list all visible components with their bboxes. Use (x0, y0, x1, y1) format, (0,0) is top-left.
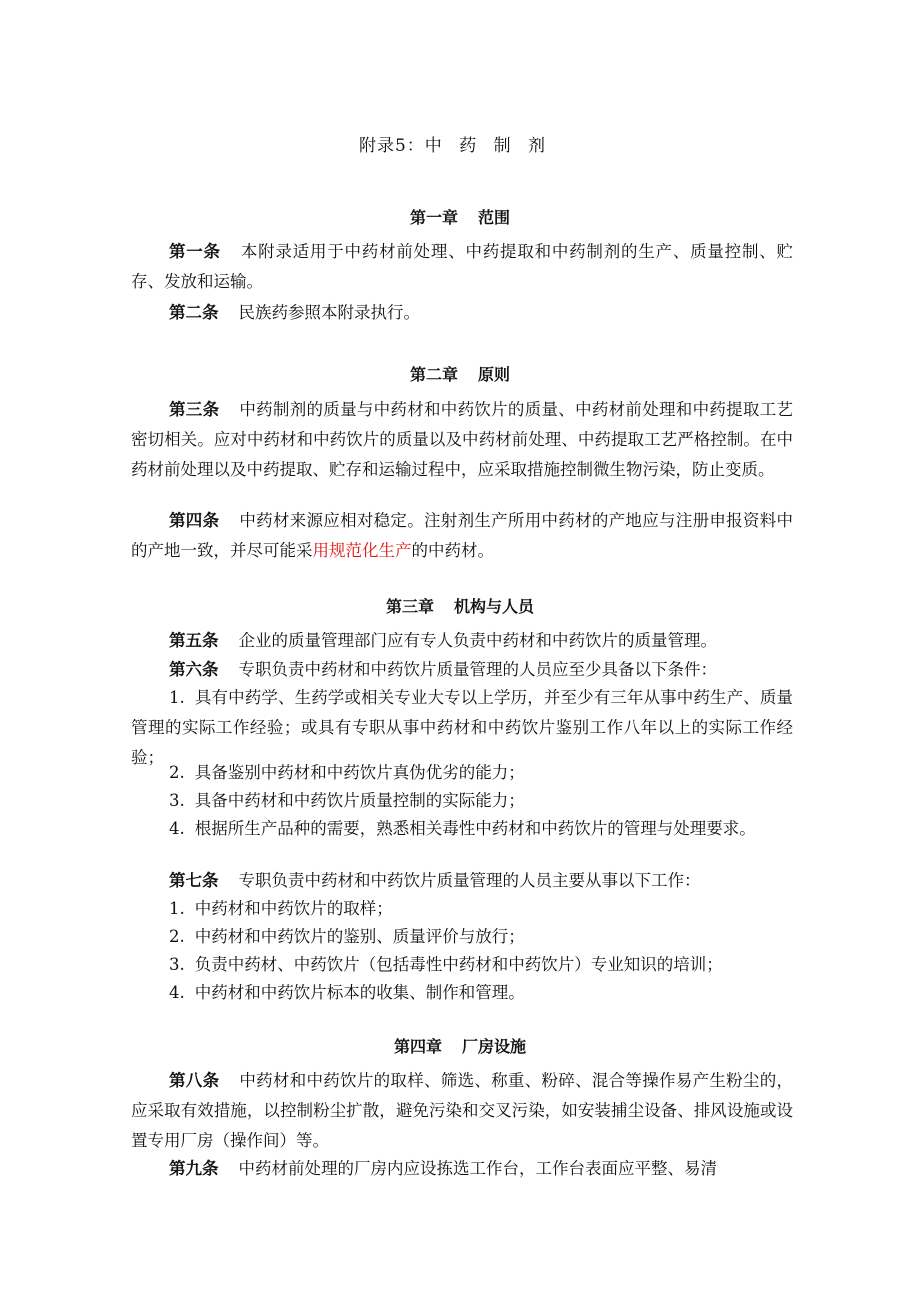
title-name: 中 药 制 剂 (424, 136, 552, 156)
article-8 (131, 1066, 793, 1156)
item-number: 2. (169, 763, 185, 782)
article-text: 中药材来源应相对稳定。注射剂生产所用中药材的产地应与注册申报资料中的产地一致，并尽可能采 (131, 511, 794, 560)
item-text: 具备鉴别中药材和中药饮片真伪优劣的能力； (194, 763, 525, 782)
item-text: 具有中药学、生药学或相关专业大专以上学历，并至少有三年从事中药生产、质量管理的实际工作经验；或具有专职从事中药材和中药饮片鉴别工作八年以上的实际工作经验； (131, 688, 793, 767)
article-label: 第八条 (169, 1071, 220, 1090)
chapter-name: 范围 (478, 208, 511, 227)
chapter-name: 机构与人员 (454, 597, 535, 616)
chapter-label: 第一章 (409, 208, 458, 227)
list-item (131, 814, 793, 844)
article-text: 中药材和中药饮片的取样、筛选、称重、粉碎、混合等操作易产生粉尘的，应采取有效措施，以控制粉尘扩散，避免污染和交叉污染，如安装捕尘设备、排风设施或设置专用厂房（操作间）等。 (131, 1071, 794, 1150)
item-number: 2. (169, 927, 185, 946)
article-text: 企业的质量管理部门应有专人负责中药材和中药饮片的质量管理。 (238, 631, 717, 650)
article-7 (131, 866, 793, 896)
article-text: 民族药参照本附录执行。 (238, 303, 420, 322)
chapter-heading-4 (0, 1034, 920, 1057)
article-6 (131, 655, 793, 685)
item-text: 中药材和中药饮片的取样； (194, 899, 393, 918)
item-number: 3. (169, 955, 185, 974)
item-number: 4. (169, 819, 185, 838)
article-4 (131, 506, 793, 566)
list-item (131, 950, 793, 980)
article-label: 第五条 (169, 631, 219, 650)
article-label: 第一条 (169, 242, 221, 261)
article-text-end: 的中药材。 (411, 541, 494, 560)
highlighted-text: 用规范化生产 (312, 541, 412, 560)
item-text: 中药材和中药饮片标本的收集、制作和管理。 (194, 983, 525, 1002)
article-1 (131, 237, 793, 297)
chapter-name: 原则 (478, 365, 511, 384)
item-number: 1. (169, 688, 185, 707)
article-2 (131, 298, 793, 328)
article-label: 第六条 (169, 660, 219, 679)
list-item (131, 758, 793, 788)
item-text: 具备中药材和中药饮片质量控制的实际能力； (194, 791, 525, 810)
item-number: 4. (169, 983, 185, 1002)
article-text: 本附录适用于中药材前处理、中药提取和中药制剂的生产、质量控制、贮存、发放和运输。 (131, 242, 794, 291)
chapter-label: 第四章 (393, 1037, 442, 1056)
list-item (131, 922, 793, 952)
article-label: 第二条 (169, 303, 219, 322)
item-text: 负责中药材、中药饮片（包括毒性中药材和中药饮片）专业知识的培训； (194, 955, 723, 974)
article-text: 中药材前处理的厂房内应设拣选工作台，工作台表面应平整、易清 (238, 1159, 717, 1178)
list-item (131, 786, 793, 816)
chapter-heading-2 (0, 362, 920, 385)
list-item (131, 978, 793, 1008)
title-prefix: 附录5： (358, 136, 425, 156)
article-9 (131, 1154, 793, 1184)
article-5 (131, 626, 793, 656)
chapter-label: 第三章 (385, 597, 434, 616)
item-number: 1. (169, 899, 185, 918)
article-label: 第三条 (169, 400, 220, 419)
list-item (131, 894, 793, 924)
article-label: 第七条 (169, 871, 219, 890)
item-text: 根据所生产品种的需要，熟悉相关毒性中药材和中药饮片的管理与处理要求。 (194, 819, 756, 838)
article-text: 专职负责中药材和中药饮片质量管理的人员应至少具备以下条件： (238, 660, 717, 679)
chapter-name: 厂房设施 (462, 1037, 527, 1056)
chapter-heading-3 (0, 594, 920, 617)
chapter-label: 第二章 (409, 365, 458, 384)
item-text: 中药材和中药饮片的鉴别、质量评价与放行； (194, 927, 525, 946)
article-text: 专职负责中药材和中药饮片质量管理的人员主要从事以下工作： (238, 871, 701, 890)
article-3 (131, 395, 793, 485)
page-title (0, 131, 910, 156)
article-text: 中药制剂的质量与中药材和中药饮片的质量、中药材前处理和中药提取工艺密切相关。应对中药材和中药饮片的质量以及中药材前处理、中药提取工艺严格控制。在中药材前处理以及中药提取、贮存和运输过程中，应采取措施控制微生物污染，防止变质。 (131, 400, 794, 479)
chapter-heading-1 (0, 205, 920, 228)
article-label: 第四条 (169, 511, 220, 530)
item-number: 3. (169, 791, 185, 810)
article-label: 第九条 (169, 1159, 219, 1178)
